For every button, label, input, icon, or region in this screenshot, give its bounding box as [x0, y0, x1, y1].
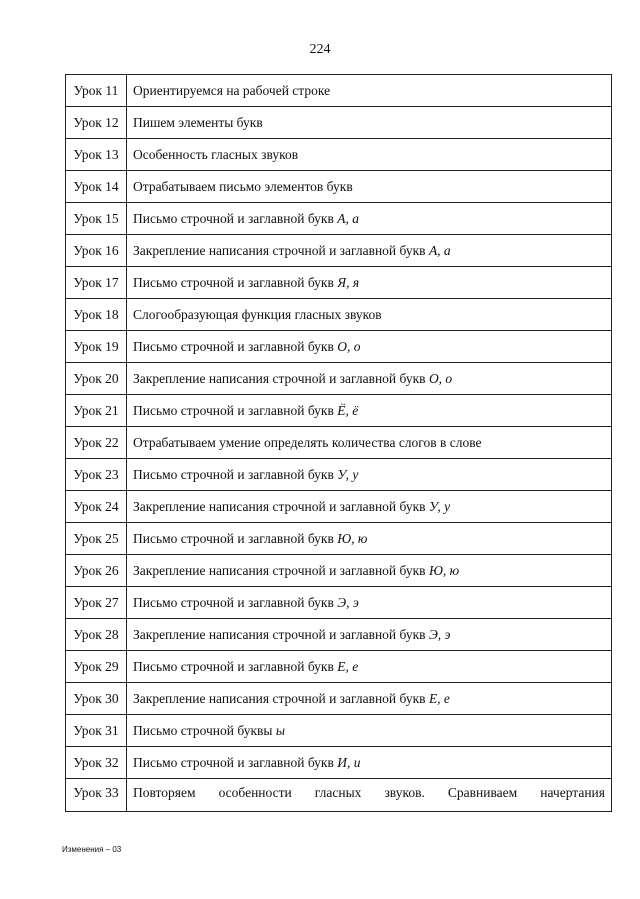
table-row	[66, 715, 612, 747]
lesson-number: Урок 14	[66, 171, 127, 203]
lesson-topic	[127, 715, 612, 747]
lesson-topic	[127, 459, 612, 491]
lesson-table-body	[66, 75, 612, 812]
lesson-topic	[127, 779, 612, 812]
lesson-letters: О, о	[337, 338, 361, 354]
lesson-topic-text: Закрепление написания строчной и заглавной букв	[133, 626, 429, 642]
lesson-topic-text: Повторяем особенности гласных звуков. Сравниваем начертания	[133, 785, 605, 800]
table-row	[66, 107, 612, 139]
lesson-letters: А, а	[337, 210, 359, 226]
table-row	[66, 267, 612, 299]
table-row	[66, 491, 612, 523]
lesson-number: Урок 11	[66, 75, 127, 107]
lesson-number: Урок 32	[66, 747, 127, 779]
lesson-topic-text: Пишем элементы букв	[133, 114, 263, 130]
lesson-topic	[127, 587, 612, 619]
lesson-topic	[127, 747, 612, 779]
lesson-number: Урок 27	[66, 587, 127, 619]
footer-revision: Изменения – 03	[62, 845, 122, 854]
lesson-number: Урок 30	[66, 683, 127, 715]
lesson-topic-text: Ориентируемся на рабочей строке	[133, 82, 331, 98]
table-row	[66, 235, 612, 267]
table-row	[66, 75, 612, 107]
lesson-number: Урок 21	[66, 395, 127, 427]
lesson-letters: А, а	[428, 242, 451, 258]
lesson-number: Урок 12	[66, 107, 127, 139]
table-row	[66, 427, 612, 459]
lesson-topic-text: Письмо строчной и заглавной букв	[133, 658, 338, 674]
lesson-topic	[127, 683, 612, 715]
lesson-topic-text: Закрепление написания строчной и заглавной букв	[133, 370, 429, 386]
lesson-number: Урок 25	[66, 523, 127, 555]
lesson-topic	[127, 331, 612, 363]
lesson-letters: Е, е	[337, 658, 359, 674]
lesson-topic-text: Письмо строчной и заглавной букв	[133, 338, 338, 354]
table-row	[66, 555, 612, 587]
page-number: 224	[309, 42, 331, 57]
lesson-topic-text: Слогообразующая функция гласных звуков	[133, 306, 382, 322]
lesson-topic	[127, 491, 612, 523]
lesson-number: Урок 26	[66, 555, 127, 587]
table-row	[66, 747, 612, 779]
lesson-number: Урок 15	[66, 203, 127, 235]
lesson-number: Урок 17	[66, 267, 127, 299]
lesson-letters: И, и	[337, 754, 361, 770]
lesson-letters: У, у	[337, 466, 359, 482]
lesson-number: Урок 13	[66, 139, 127, 171]
lesson-topic	[127, 363, 612, 395]
lesson-number: Урок 20	[66, 363, 127, 395]
lesson-number: Урок 16	[66, 235, 127, 267]
lesson-topic	[127, 427, 612, 459]
lesson-topic-text: Письмо строчной и заглавной букв	[133, 274, 338, 290]
lesson-topic	[127, 395, 612, 427]
lesson-topic-text: Закрепление написания строчной и заглавной букв	[133, 498, 429, 514]
lesson-topic	[127, 107, 612, 139]
lesson-letters: О, о	[428, 370, 453, 386]
lesson-letters: Ю, ю	[337, 530, 368, 546]
lesson-topic	[127, 267, 612, 299]
lesson-topic-text: Письмо строчной и заглавной букв	[133, 754, 338, 770]
lesson-table	[65, 74, 612, 812]
lesson-number: Урок 22	[66, 427, 127, 459]
lesson-topic	[127, 75, 612, 107]
table-row	[66, 523, 612, 555]
lesson-topic-text: Закрепление написания строчной и заглавной букв	[133, 690, 429, 706]
lesson-letters: Я, я	[337, 274, 360, 290]
lesson-number: Урок 29	[66, 651, 127, 683]
lesson-letters: У, у	[428, 498, 451, 514]
table-row	[66, 459, 612, 491]
table-row	[66, 363, 612, 395]
lesson-topic-text: Отрабатываем умение определять количества слогов в слове	[133, 434, 482, 450]
lesson-number: Урок 31	[66, 715, 127, 747]
lesson-topic	[127, 619, 612, 651]
lesson-number: Урок 23	[66, 459, 127, 491]
table-row	[66, 587, 612, 619]
lesson-topic-text: Отрабатываем письмо элементов букв	[133, 178, 353, 194]
lesson-topic	[127, 555, 612, 587]
lesson-letters: ы	[275, 722, 286, 738]
table-row	[66, 683, 612, 715]
lesson-number: Урок 33	[66, 779, 127, 812]
table-row	[66, 203, 612, 235]
lesson-number: Урок 24	[66, 491, 127, 523]
lesson-topic	[127, 651, 612, 683]
lesson-topic-text: Закрепление написания строчной и заглавной букв	[133, 562, 429, 578]
lesson-topic-text: Письмо строчной и заглавной букв	[133, 466, 338, 482]
lesson-topic-text: Письмо строчной и заглавной букв	[133, 402, 338, 418]
lesson-topic	[127, 299, 612, 331]
lesson-topic-text: Закрепление написания строчной и заглавной букв	[133, 242, 429, 258]
table-row	[66, 651, 612, 683]
lesson-number: Урок 18	[66, 299, 127, 331]
lesson-number: Урок 19	[66, 331, 127, 363]
lesson-topic-text: Письмо строчной и заглавной букв	[133, 530, 338, 546]
lesson-letters: Е, е	[428, 690, 450, 706]
lesson-topic-text: Письмо строчной и заглавной букв	[133, 594, 338, 610]
table-row	[66, 395, 612, 427]
table-row	[66, 779, 612, 812]
lesson-letters: Ё, ё	[337, 402, 359, 418]
table-row	[66, 619, 612, 651]
lesson-topic	[127, 139, 612, 171]
lesson-topic	[127, 523, 612, 555]
table-row	[66, 331, 612, 363]
lesson-letters: Ю, ю	[428, 562, 460, 578]
table-row	[66, 171, 612, 203]
table-row	[66, 139, 612, 171]
lesson-topic	[127, 203, 612, 235]
lesson-letters: Э, э	[337, 594, 359, 610]
lesson-number: Урок 28	[66, 619, 127, 651]
lesson-letters: Э, э	[428, 626, 451, 642]
lesson-topic-text: Письмо строчной и заглавной букв	[133, 210, 338, 226]
lesson-topic	[127, 235, 612, 267]
table-row	[66, 299, 612, 331]
lesson-topic	[127, 171, 612, 203]
lesson-topic-text: Письмо строчной буквы	[133, 722, 276, 738]
lesson-topic-text: Особенность гласных звуков	[133, 146, 299, 162]
